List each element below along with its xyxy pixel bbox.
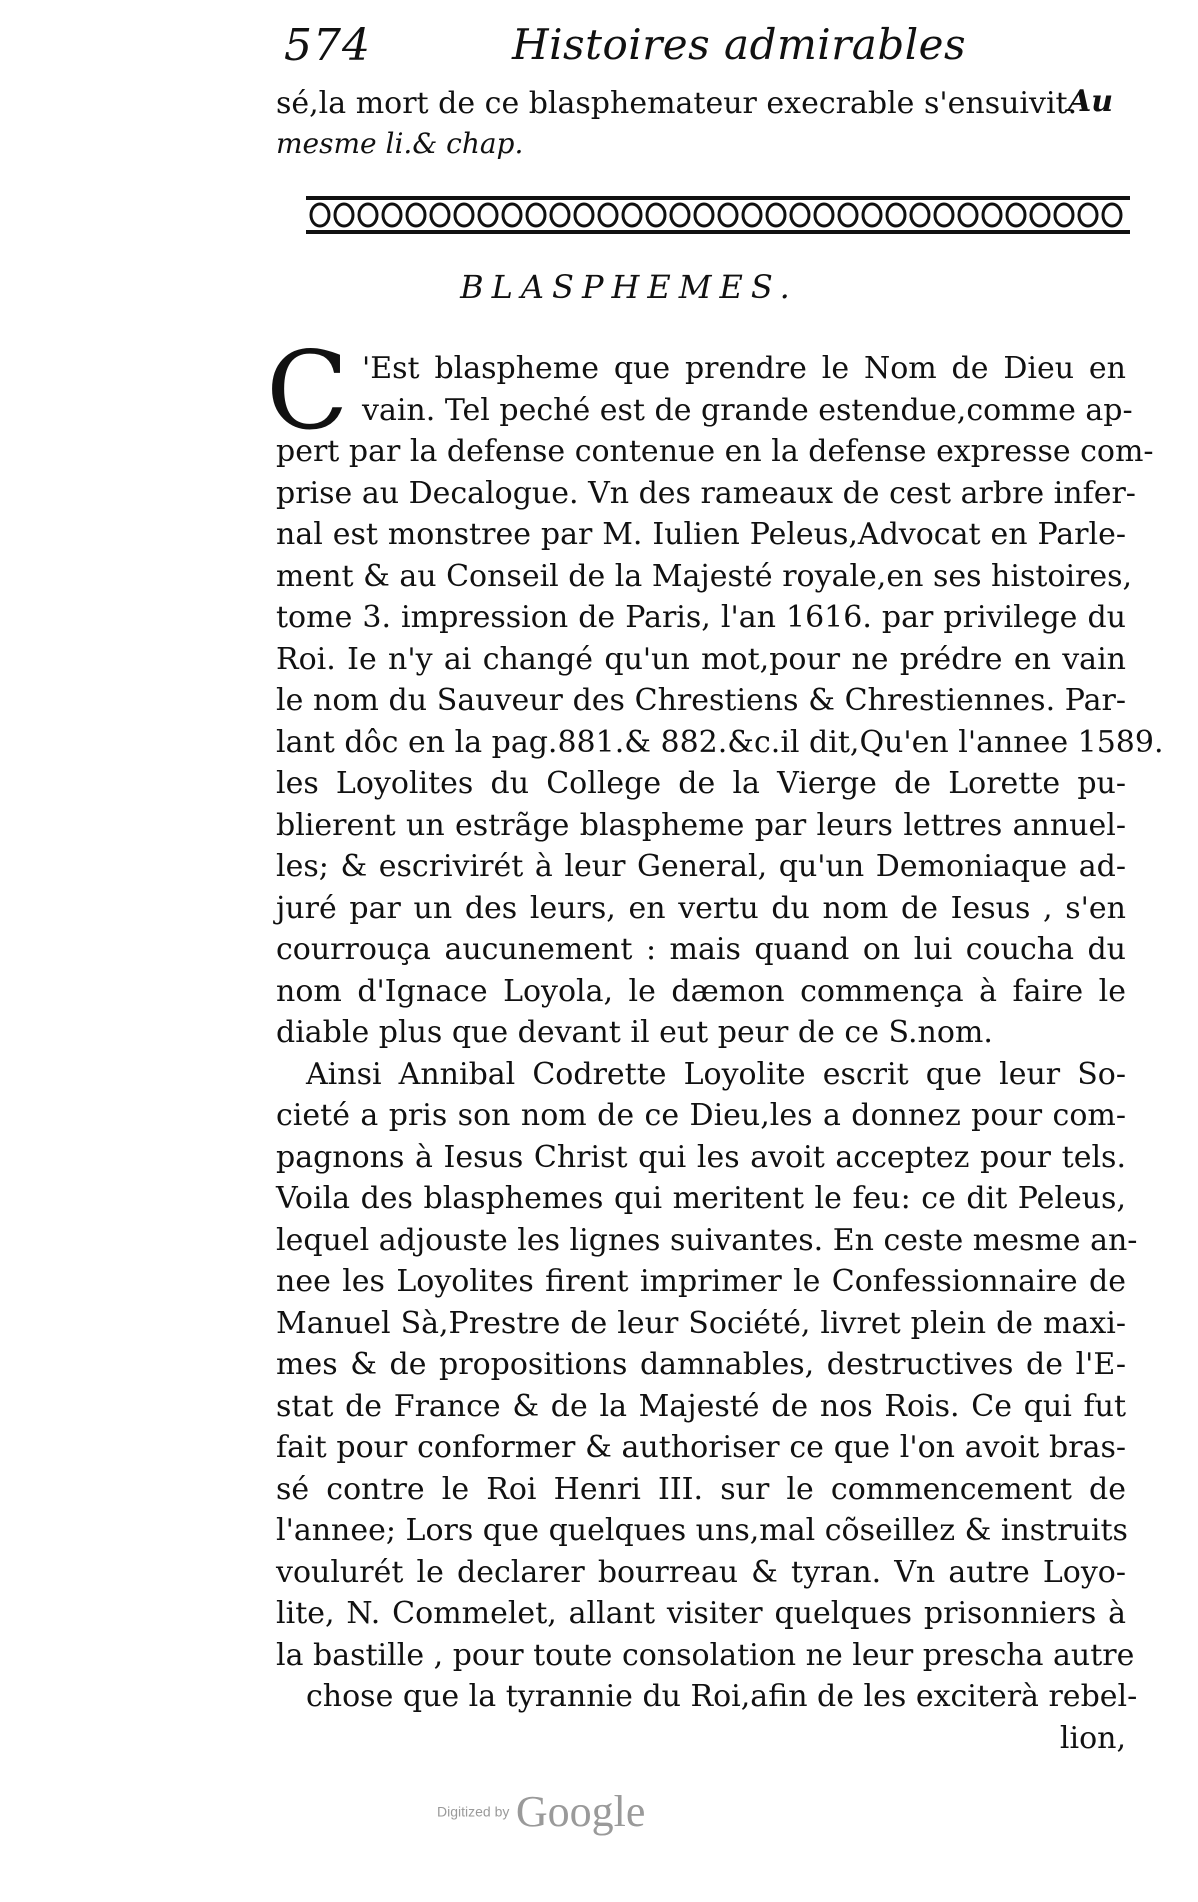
body-line: fait pour conformer & authoriser ce que l'on avoit bras- <box>276 1430 1126 1465</box>
body-line: voulurét le declarer bourreau & tyran. Vn autre Loyo- <box>276 1554 1126 1590</box>
ornament-loop <box>815 204 833 226</box>
ornament-loop <box>791 204 809 226</box>
body-line: les Loyolites du College de la Vierge de Lorette pu- <box>276 766 1126 801</box>
ornament-loop <box>431 204 449 226</box>
digitized-by-label: Digitized by <box>437 1803 510 1820</box>
ornament-loop <box>1031 204 1049 226</box>
ornament-loop <box>1079 204 1097 226</box>
ornament-loop <box>455 204 473 226</box>
carryover-line: sé,la mort de ce blasphemateur execrable s'ensuivit. <box>276 86 1078 121</box>
ornament-loop <box>695 204 713 226</box>
body-line: Voila des blasphemes qui meritent le feu: ce dit Peleus, <box>276 1181 1126 1216</box>
body-line: juré par un des leurs, en vertu du nom de Iesus , s'en <box>276 890 1126 926</box>
ornament-loop <box>671 204 689 226</box>
section-heading: BLASPHEMES. <box>460 268 798 306</box>
body-line: vain. Tel peché est de grande estendue,comme ap- <box>362 392 1133 428</box>
ornament-loop <box>767 204 785 226</box>
body-line: sé contre le Roi Henri III. sur le commencement de <box>276 1471 1126 1507</box>
body-line: lite, N. Commelet, allant visiter quelques prisonniers à <box>276 1596 1126 1631</box>
running-title: Histoires admirables <box>512 20 967 69</box>
drop-cap: C <box>266 329 349 454</box>
body-line: courrouça aucunement : mais quand on lui coucha du <box>276 932 1126 967</box>
ornament-loop <box>935 204 953 226</box>
ornament-loop <box>527 204 545 226</box>
body-line: Ainsi Annibal Codrette Loyolite escrit que leur So- <box>306 1056 1126 1092</box>
ornament-loop <box>839 204 857 226</box>
body-line: chose que la tyrannie du Roi,afin de les exciterà rebel- <box>306 1679 1138 1714</box>
ornament-loop <box>359 204 377 226</box>
body-line: l'annee; Lors que quelques uns,mal cõseillez & instruits <box>276 1513 1128 1548</box>
body-line: les; & escrivirét à leur General, qu'un Demoniaque ad- <box>276 849 1126 884</box>
ornament-loop <box>383 204 401 226</box>
body-line: prise au Decalogue. Vn des rameaux de cest arbre infer- <box>276 475 1136 511</box>
body-line: Roi. Ie n'y ai changé qu'un mot,pour ne prédre en vain <box>276 641 1126 677</box>
body-line: nom d'Ignace Loyola, le dæmon commença à faire le <box>276 973 1126 1009</box>
body-line: lant dôc en la pag.881.& 882.&c.il dit,Qu'en l'annee 1589. <box>276 724 1164 760</box>
ornament-loop <box>503 204 521 226</box>
ornament-loop <box>983 204 1001 226</box>
ornament-loop <box>1007 204 1025 226</box>
ornament-loop <box>335 204 353 226</box>
body-line: lequel adjouste les lignes suivantes. En ceste mesme an- <box>276 1222 1138 1258</box>
body-line: Manuel Sà,Prestre de leur Société, livret plein de maxi- <box>276 1305 1126 1341</box>
body-line: cieté a pris son nom de ce Dieu,les a donnez pour com- <box>276 1098 1126 1133</box>
body-line: diable plus que devant il eut peur de ce S.nom. <box>276 1015 993 1050</box>
body-line: stat de France & de la Majesté de nos Rois. Ce qui fut <box>276 1388 1126 1424</box>
body-line: blierent un estrãge blaspheme par leurs lettres annuel- <box>276 807 1126 843</box>
digitization-watermark <box>437 1786 645 1837</box>
page-number: 574 <box>284 20 371 71</box>
ornament-loop <box>1055 204 1073 226</box>
ornament-loop <box>599 204 617 226</box>
ornament-loop <box>311 204 329 226</box>
ornament-loop <box>719 204 737 226</box>
ornament-loop <box>911 204 929 226</box>
ornament-loop <box>743 204 761 226</box>
google-logo: Google <box>515 1787 646 1836</box>
body-line: lion, <box>1059 1720 1126 1756</box>
ornament-loop <box>479 204 497 226</box>
catchword: Au <box>1068 84 1114 119</box>
ornament-loop <box>647 204 665 226</box>
ornament-loop <box>959 204 977 226</box>
body-line: ment & au Conseil de la Majesté royale,en ses histoires, <box>276 558 1133 594</box>
body-line: pagnons à Iesus Christ qui les avoit acceptez pour tels. <box>276 1139 1126 1175</box>
body-line: nal est monstree par M. Iulien Peleus,Advocat en Parle- <box>276 517 1126 552</box>
body-text <box>266 329 1164 1759</box>
ornament-loop <box>575 204 593 226</box>
ornament-loop <box>1103 204 1121 226</box>
ornament-loop <box>623 204 641 226</box>
body-line: le nom du Sauveur des Chrestiens & Chrestiennes. Par- <box>276 683 1126 718</box>
body-line: pert par la defense contenue en la defense expresse com- <box>276 434 1154 469</box>
carryover-reference: mesme li.& chap. <box>276 127 524 160</box>
body-line: nee les Loyolites firent imprimer le Confessionnaire de <box>276 1264 1126 1299</box>
body-line: tome 3. impression de Paris, l'an 1616. par privilege du <box>276 600 1126 635</box>
ornament-loop <box>887 204 905 226</box>
ornament-border <box>306 196 1130 234</box>
body-line: mes & de propositions damnables, destructives de l'E- <box>276 1347 1126 1382</box>
ornament-loop <box>551 204 569 226</box>
body-line: la bastille , pour toute consolation ne leur prescha autre <box>276 1637 1135 1673</box>
ornament-loop <box>863 204 881 226</box>
ornament-loop <box>407 204 425 226</box>
body-line: 'Est blaspheme que prendre le Nom de Dieu en <box>362 351 1126 386</box>
page-header <box>284 18 1094 78</box>
